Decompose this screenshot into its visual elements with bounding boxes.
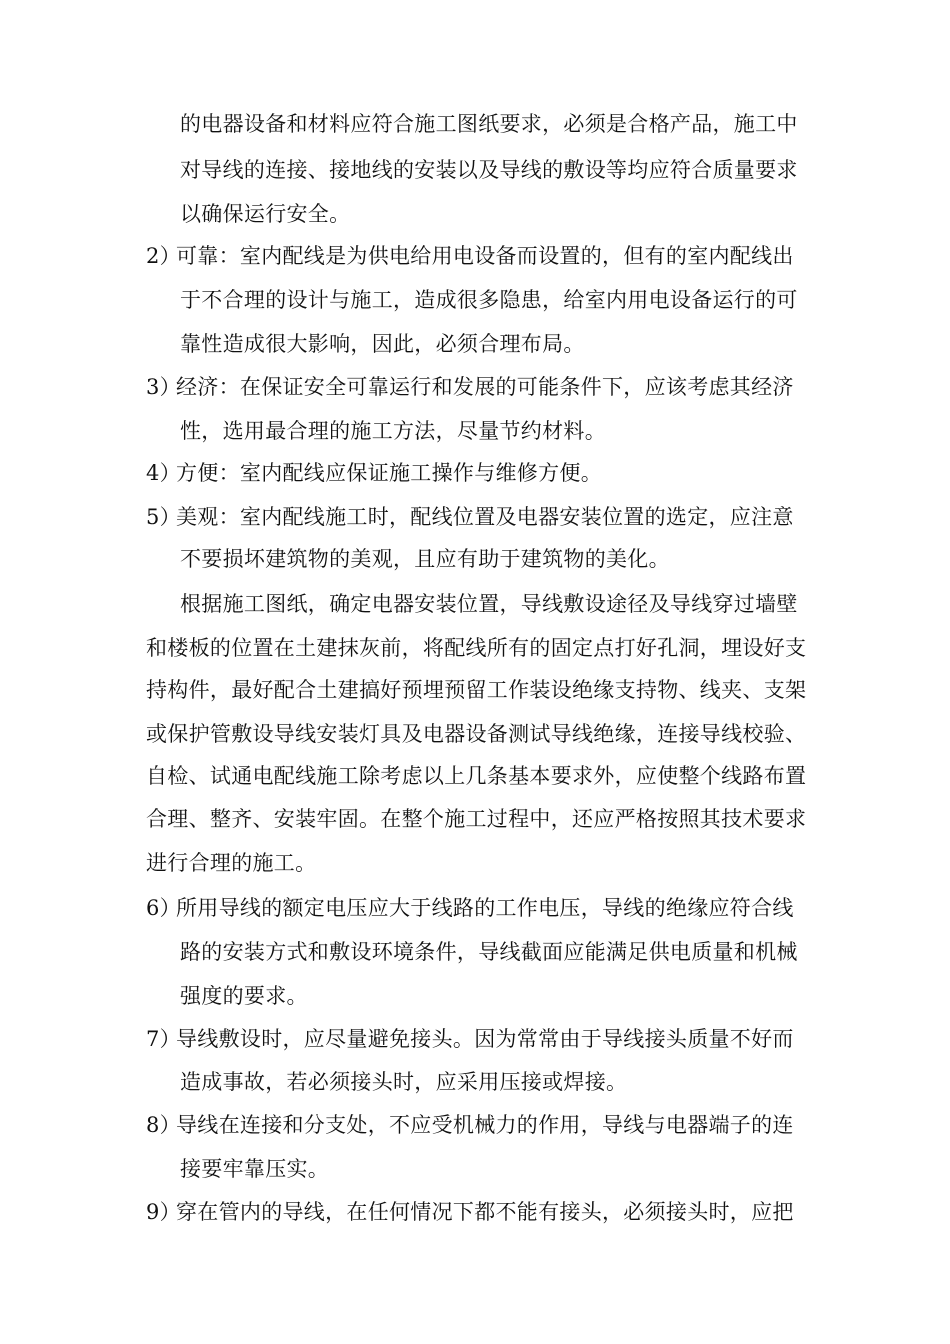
list-item-8 <box>146 1111 794 1139</box>
list-item-line: 强度的要求。 <box>180 984 308 1008</box>
list-item-line: 可靠：室内配线是为供电给用电设备而设置的，但有的室内配线出 <box>176 244 794 268</box>
list-item-9 <box>146 1198 794 1226</box>
intro-line-1: 的电器设备和材料应符合施工图纸要求，必须是合格产品，施工中 <box>180 112 798 136</box>
intro-line-3: 以确保运行安全。 <box>180 202 351 226</box>
list-item-number: 2） <box>146 244 181 268</box>
paragraph-line-3: 持构件，最好配合土建搞好预埋预留工作装设绝缘支持物、线夹、支架 <box>146 678 807 702</box>
list-item-number: 3） <box>146 375 181 399</box>
intro-line-2: 对导线的连接、接地线的安装以及导线的敷设等均应符合质量要求 <box>180 158 798 182</box>
list-item-number: 9） <box>146 1200 181 1224</box>
paragraph-line-6: 合理、整齐、安装牢固。在整个施工过程中，还应严格按照其技术要求 <box>146 807 807 831</box>
list-item-line: 美观：室内配线施工时，配线位置及电器安装位置的选定，应注意 <box>176 505 794 529</box>
list-item-2 <box>146 242 794 270</box>
list-item-number: 7） <box>146 1027 181 1051</box>
list-item-line: 穿在管内的导线，在任何情况下都不能有接头，必须接头时，应把 <box>176 1200 794 1224</box>
paragraph-line-2: 和楼板的位置在土建抹灰前，将配线所有的固定点打好孔洞，埋设好支 <box>146 636 807 660</box>
list-item-line: 经济：在保证安全可靠运行和发展的可能条件下，应该考虑其经济 <box>176 375 794 399</box>
list-item-line: 造成事故，若必须接头时，应采用压接或焊接。 <box>180 1070 628 1094</box>
list-item-line: 接要牢靠压实。 <box>180 1157 330 1181</box>
list-item-5 <box>146 503 794 531</box>
list-item-number: 6） <box>146 896 181 920</box>
list-item-line: 于不合理的设计与施工，造成很多隐患，给室内用电设备运行的可 <box>180 288 798 312</box>
list-item-line: 不要损坏建筑物的美观，且应有助于建筑物的美化。 <box>180 547 670 571</box>
list-item-3 <box>146 373 794 401</box>
list-item-4 <box>146 459 602 487</box>
list-item-line: 导线在连接和分支处，不应受机械力的作用，导线与电器端子的连 <box>176 1113 794 1137</box>
list-item-number: 5） <box>146 505 181 529</box>
list-item-line: 导线敷设时，应尽量避免接头。因为常常由于导线接头质量不好而 <box>176 1027 794 1051</box>
list-item-line: 路的安装方式和敷设环境条件，导线截面应能满足供电质量和机械 <box>180 940 798 964</box>
paragraph-line-5: 自检、试通电配线施工除考虑以上几条基本要求外，应使整个线路布置 <box>146 764 807 788</box>
list-item-7 <box>146 1025 794 1053</box>
list-item-6 <box>146 894 794 922</box>
list-item-number: 8） <box>146 1113 181 1137</box>
paragraph-line-7: 进行合理的施工。 <box>146 851 317 875</box>
list-item-number: 4） <box>146 461 181 485</box>
list-item-line: 方便：室内配线应保证施工操作与维修方便。 <box>176 461 602 485</box>
paragraph-line-1: 根据施工图纸，确定电器安装位置，导线敷设途径及导线穿过墙壁 <box>180 592 798 616</box>
list-item-line: 靠性造成很大影响，因此，必须合理布局。 <box>180 332 585 356</box>
paragraph-line-4: 或保护管敷设导线安装灯具及电器设备测试导线绝缘，连接导线校验、 <box>146 722 807 746</box>
list-item-line: 所用导线的额定电压应大于线路的工作电压，导线的绝缘应符合线 <box>176 896 794 920</box>
list-item-line: 性，选用最合理的施工方法，尽量节约材料。 <box>180 419 606 443</box>
